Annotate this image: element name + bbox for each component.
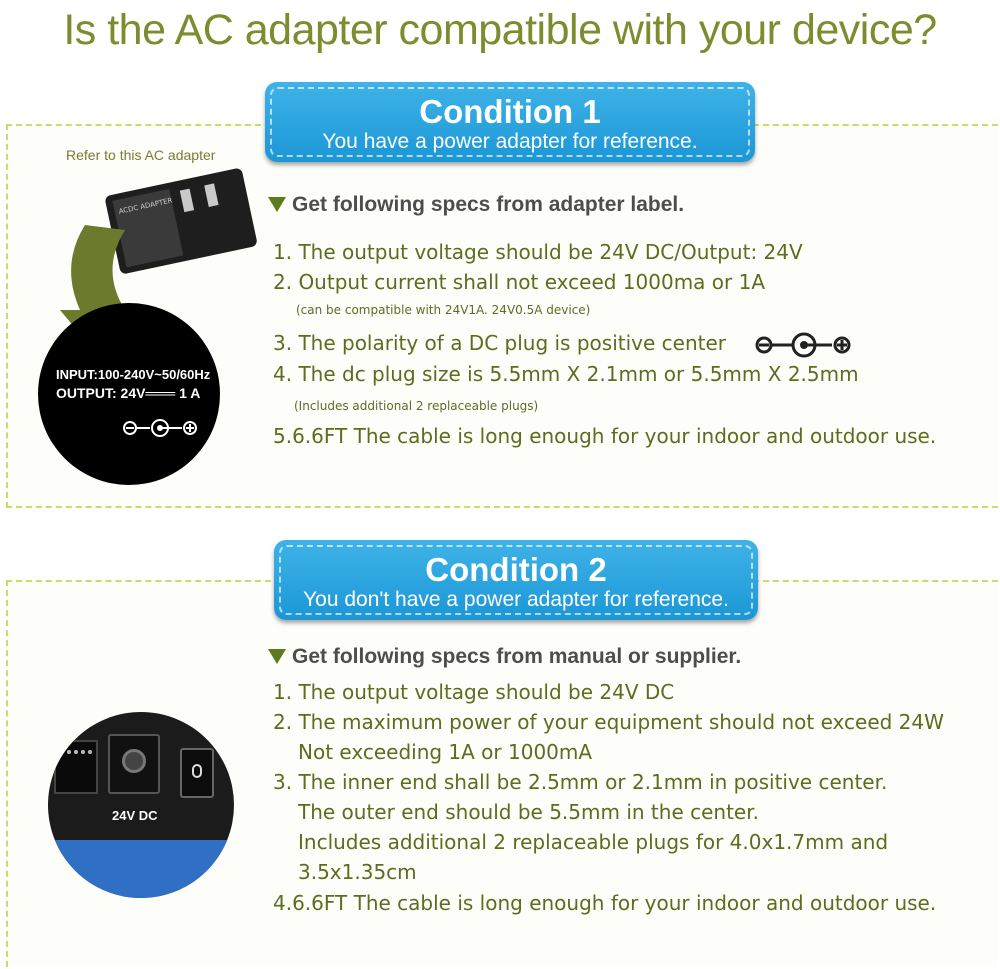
condition-2-title: Condition 2 [425,551,607,588]
triangle-bullet-icon [268,197,286,212]
condition-2-item-3-cont-2: Includes additional 2 replaceable plugs for 4.0x1.7mm and [298,830,889,854]
ethernet-port-icon [54,740,98,794]
condition-1-title: Condition 1 [419,93,601,130]
polarity-symbol-icon [752,330,856,360]
condition-2-badge [274,540,758,620]
output-spec-text: OUTPUT: 24V═══ 1 A [56,385,201,401]
dc-jack-icon [108,734,160,794]
polarity-symbol-icon [120,415,206,441]
condition-1-subtitle: You have a power adapter for reference. [322,130,698,153]
adapter-label-circle [38,303,220,485]
condition-2-item-2: 2. The maximum power of your equipment should not exceed 24W [273,710,944,734]
condition-2-item-2-cont: Not exceeding 1A or 1000mA [298,740,593,764]
condition-2-item-4: 4.6.6FT The cable is long enough for your indoor and outdoor use. [273,891,937,915]
condition-2-subtitle: You don't have a power adapter for reference. [303,588,729,611]
condition-2-item-3-cont-3: 3.5x1.35cm [298,860,417,884]
condition-1-heading: Get following specs from adapter label. [268,193,684,217]
power-switch-icon [180,748,214,798]
condition-2-heading: Get following specs from manual or supplier. [268,645,741,669]
condition-1-item-2: 2. Output current shall not exceed 1000ma or 1A [273,270,766,294]
condition-1-item-4: 4. The dc plug size is 5.5mm X 2.1mm or 5.5mm X 2.5mm [273,362,859,386]
device-base [48,840,234,898]
condition-1-item-4-note: (Includes additional 2 replaceable plugs) [294,399,539,413]
condition-2-item-3-cont-1: The outer end should be 5.5mm in the center. [298,800,759,824]
refer-label: Refer to this AC adapter [66,147,216,163]
condition-2-item-1: 1. The output voltage should be 24V DC [273,680,675,704]
condition-1-badge [265,82,755,162]
device-dc-label: 24V DC [112,808,158,823]
device-port-circle [48,712,234,898]
condition-1-item-5: 5.6.6FT The cable is long enough for your indoor and outdoor use. [273,424,937,448]
triangle-bullet-icon [268,649,286,664]
input-spec-text: INPUT:100-240V~50/60Hz [56,367,211,382]
page-title: Is the AC adapter compatible with your device? [63,6,937,54]
condition-2-item-3: 3. The inner end shall be 2.5mm or 2.1mm in positive center. [273,770,888,794]
condition-1-item-3: 3. The polarity of a DC plug is positive center [273,331,726,355]
adapter-label-text: ACDC ADAPTER [117,196,174,216]
condition-1-item-1: 1. The output voltage should be 24V DC/Output: 24V [273,240,803,264]
condition-1-item-2-note: (can be compatible with 24V1A. 24V0.5A device) [296,303,591,317]
